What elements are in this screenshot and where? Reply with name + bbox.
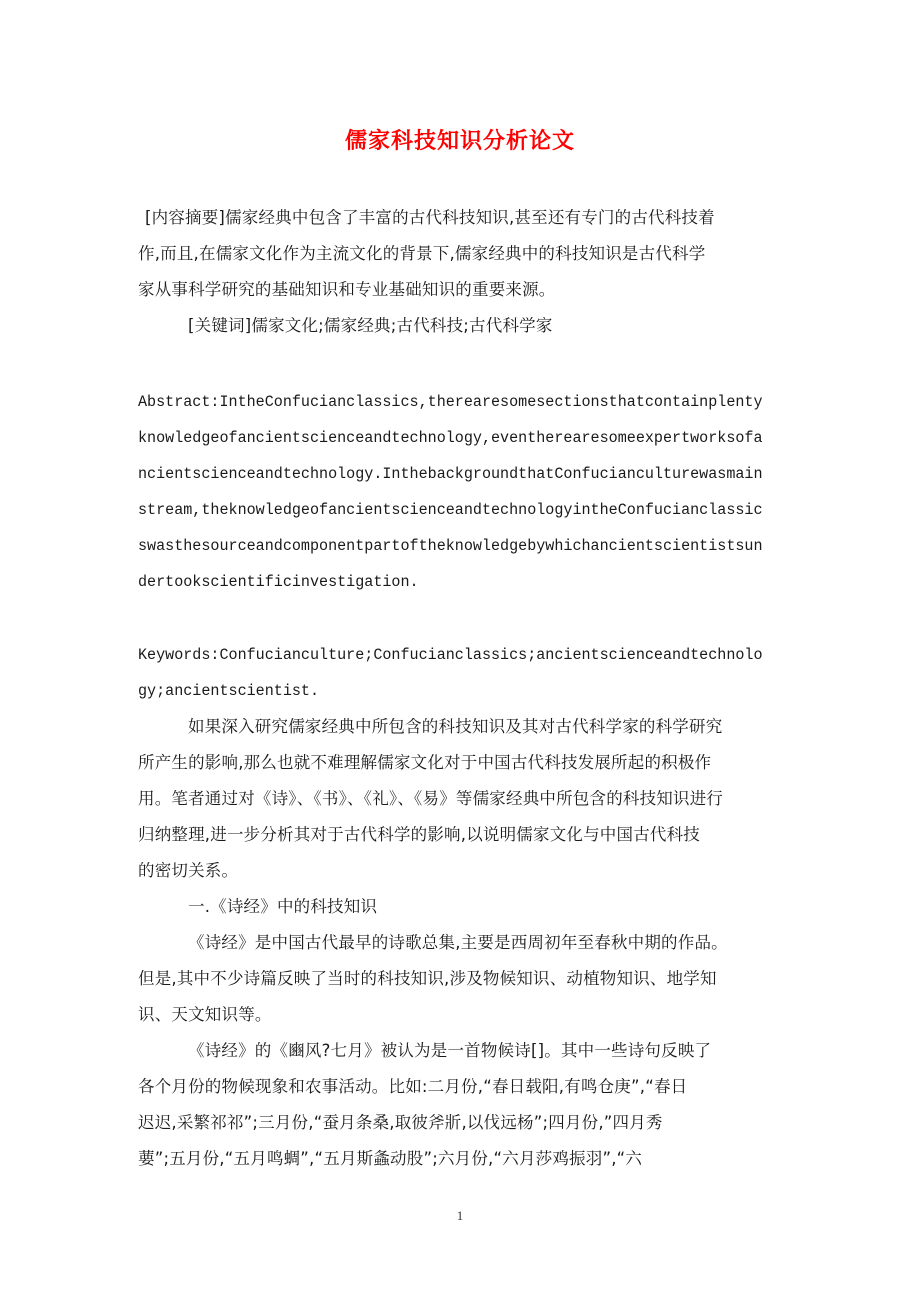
paragraph-line: 《诗经》是中国古代最早的诗歌总集,主要是西周初年至春秋中期的作品。	[188, 933, 728, 952]
abstract-en-line: ncientscienceandtechnology.InthebackgroundthatConfucianculturewasmain	[138, 465, 763, 483]
document-title: 儒家科技知识分析论文	[344, 129, 575, 154]
keywords-en-line: gy;ancientscientist.	[138, 682, 320, 700]
intro-line: 的密切关系。	[138, 861, 239, 880]
intro-line: 如果深入研究儒家经典中所包含的科技知识及其对古代科学家的科学研究	[188, 717, 723, 736]
paragraph-line: 葽”;五月份,“五月鸣蜩”,“五月斯螽动股”;六月份,“六月莎鸡振羽”,“六	[138, 1149, 643, 1168]
abstract-cn-line: 作,而且,在儒家文化作为主流文化的背景下,儒家经典中的科技知识是古代科学	[138, 244, 706, 263]
abstract-en-line: dertookscientificinvestigation.	[138, 573, 419, 591]
keywords-cn: [关键词]儒家文化;儒家经典;古代科技;古代科学家	[188, 316, 553, 335]
intro-line: 用。笔者通过对《诗》、《书》、《礼》、《易》等儒家经典中所包含的科技知识进行	[138, 789, 724, 808]
abstract-cn-line: [内容摘要]儒家经典中包含了丰富的古代科技知识,甚至还有专门的古代科技着	[145, 208, 715, 227]
intro-line: 归纳整理,进一步分析其对于古代科学的影响,以说明儒家文化与中国古代科技	[138, 825, 700, 844]
abstract-en-line: Abstract:IntheConfucianclassics,therearesomesectionsthatcontainplenty	[138, 393, 763, 411]
abstract-en-line: swasthesourceandcomponentpartoftheknowledgebywhichancientscientistsun	[138, 537, 763, 555]
paragraph-line: 但是,其中不少诗篇反映了当时的科技知识,涉及物候知识、动植物知识、地学知	[138, 969, 717, 988]
paragraph-line: 迟迟,采繁祁祁”;三月份,“蚕月条桑,取彼斧斨,以伐远杨”;四月份,”四月秀	[138, 1113, 663, 1132]
paragraph-line: 识、天文知识等。	[138, 1005, 272, 1024]
intro-line: 所产生的影响,那么也就不难理解儒家文化对于中国古代科技发展所起的积极作	[138, 753, 712, 772]
abstract-en-line: stream,theknowledgeofancientscienceandtechnologyintheConfucianclassic	[138, 501, 763, 519]
section-heading: 一.《诗经》中的科技知识	[188, 897, 378, 916]
paragraph-line: 《诗经》的《豳风?七月》被认为是一首物候诗[]。其中一些诗句反映了	[188, 1041, 712, 1060]
page-number: 1	[456, 1208, 464, 1223]
keywords-en-line: Keywords:Confucianculture;Confucianclassics;ancientscienceandtechnolo	[138, 646, 763, 664]
paragraph-line: 各个月份的物候现象和农事活动。比如:二月份,“春日载阳,有鸣仓庚”,“春日	[138, 1077, 688, 1096]
abstract-en-line: knowledgeofancientscienceandtechnology,eventherearesomeexpertworksofa	[138, 429, 763, 447]
abstract-cn-line: 家从事科学研究的基础知识和专业基础知识的重要来源。	[138, 280, 556, 299]
